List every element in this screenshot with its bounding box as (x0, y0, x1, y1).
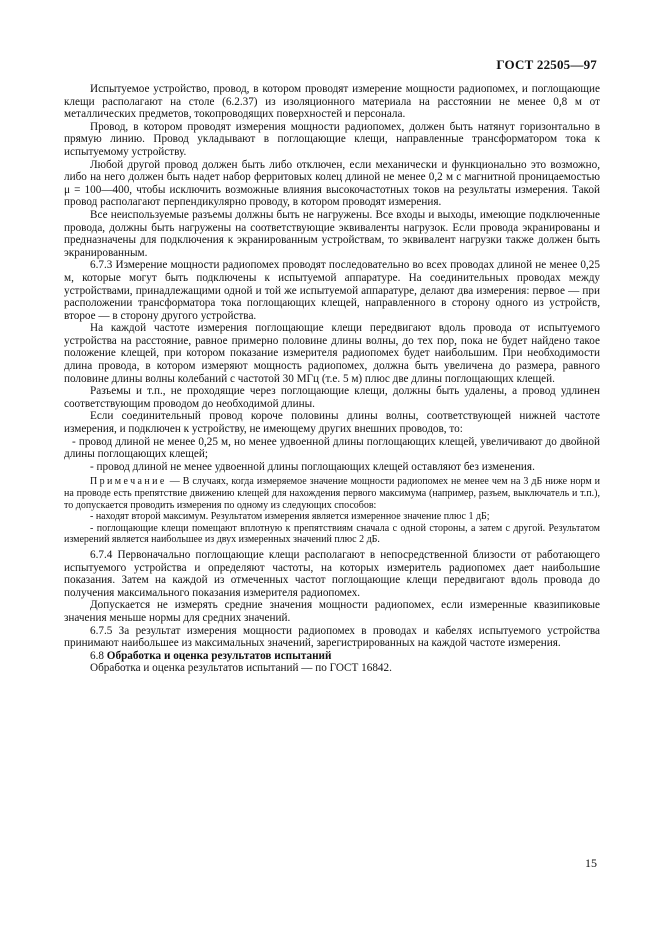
document-code: ГОСТ 22505—97 (496, 57, 597, 72)
paragraph: Испытуемое устройство, провод, в котором проводят измерение мощности радиопомех, и поглощающие клещи располагают на столе (6.2.37) из изоляционного материала на расстоянии не менее 0,8 м от металлических предметов, токопроводящих поверхностей и персонала. (64, 83, 600, 121)
paragraph: Любой другой провод должен быть либо отключен, если механически и функционально это возможно, либо на него должен быть надет набор ферритовых колец длиной не менее 0,2 м с магнитной проницаемостью μ = 100—400, чтобы исключить возможные влияния высокочастотных токов на результаты измерения. Такой провод располагают перпендикулярно проводу, в котором проводят измерения. (64, 158, 600, 209)
page-number: 15 (585, 856, 597, 870)
paragraph: Все неиспользуемые разъемы должны быть не нагружены. Все входы и выходы, имеющие подключенные провода, должны быть нагружены на соответствующие эквиваленты нагрузок. Если провода экранированы и предназначены для подключения к экранированным устройствам, то эквивалент нагрузки также должен быть экранированным. (64, 208, 600, 259)
document-body (64, 83, 600, 675)
paragraph: Разъемы и т.п., не проходящие через поглощающие клещи, должны быть удалены, а провод удлинен соответствующим проводом до необходимой длины. (64, 385, 600, 410)
section-title: Обработка и оценка результатов испытаний (106, 649, 332, 662)
paragraph-6-7-4: 6.7.4 Первоначально поглощающие клещи располагают в непосредственной близости от работающего испытуемого устройства и определяют частоты, на которых измеритель радиопомех дает наибольшие показания. Затем на каждой из отмеченных частот поглощающие клещи передвигают вдоль провода до получения максимального показания измерителя радиопомех. (64, 548, 600, 599)
paragraph: Допускается не измерять средние значения мощности радиопомех, если измеренные квазипиковые значения меньше нормы для средних значений. (64, 599, 600, 624)
paragraph: Если соединительный провод короче половины длины волны, соответствующей нижней частоте измерения, и подключен к устройству, не имеющему других внешних проводов, то: (64, 410, 600, 436)
paragraph: Провод, в котором проводят измерения мощности радиопомех, должен быть натянут горизонтально в прямую линию. Провод укладывают в поглощающие клещи, направленные трансформатором тока к испытуемому устройству. (64, 120, 600, 158)
list-item: - провод длиной не менее 0,25 м, но менее удвоенной длины поглощающих клещей, увеличивают до двойной длины поглощающих клещей; (64, 435, 600, 461)
note-item: - поглощающие клещи помещают вплотную к препятствиям сначала с одной стороны, а затем с другой. Результатом измерений является наибольшее из двух измеренных значений плюс 2 дБ. (64, 522, 600, 546)
section-number: 6.8 (90, 649, 104, 662)
note-paragraph (64, 476, 600, 511)
paragraph: На каждой частоте измерения поглощающие клещи передвигают вдоль провода от испытуемого устройства на расстояние, равное примерно половине длины волны, до тех пор, пока не будет найдено такое положение клещей, при котором показание измерителя радиопомех будет наибольшим. При необходимости длина провода, в котором измеряют мощность радиопомех, должна быть увеличена до размера, равного половине длины волны колебаний с частотой 30 МГц (т.е. 5 м) плюс две длины поглощающих клещей. (64, 322, 600, 385)
section-heading (64, 650, 600, 663)
paragraph-6-7-5: 6.7.5 За результат измерения мощности радиопомех в проводах и кабелях испытуемого устройства принимают наибольшее из максимальных значений, зарегистрированных на каждой частоте измерения. (64, 624, 600, 650)
paragraph-6-7-3: 6.7.3 Измерение мощности радиопомех проводят последовательно во всех проводах длиной не менее 0,25 м, которые могут быть подключены к испытуемой аппаратуре. На соединительных проводах между устройствами, принадлежащими одной и той же испытуемой аппаратуре, делают два измерения: первое — при расположении трансформатора тока поглощающих клещей, направленного в сторону одного из устройств, второе — в сторону другого устройства. (64, 259, 600, 322)
note-item: - находят второй максимум. Результатом измерения является измеренное значение плюс 1 дБ; (90, 511, 490, 523)
note-text: — В случаях, когда измеряемое значение мощности радиопомех не менее чем на 3 дБ ниже норм и на проводе есть препятствие движению клещей для нахождения первого максимума (например, разъем, выключатель и т.п.), то допускается проводить измерения по одному из следующих способов: (64, 476, 600, 511)
note-label: Примечание (90, 476, 167, 488)
note-block (64, 476, 600, 546)
section-text: Обработка и оценка результатов испытаний — по ГОСТ 16842. (90, 662, 392, 675)
list-item: - провод длиной не менее удвоенной длины поглощающих клещей оставляют без изменения. (90, 460, 535, 473)
